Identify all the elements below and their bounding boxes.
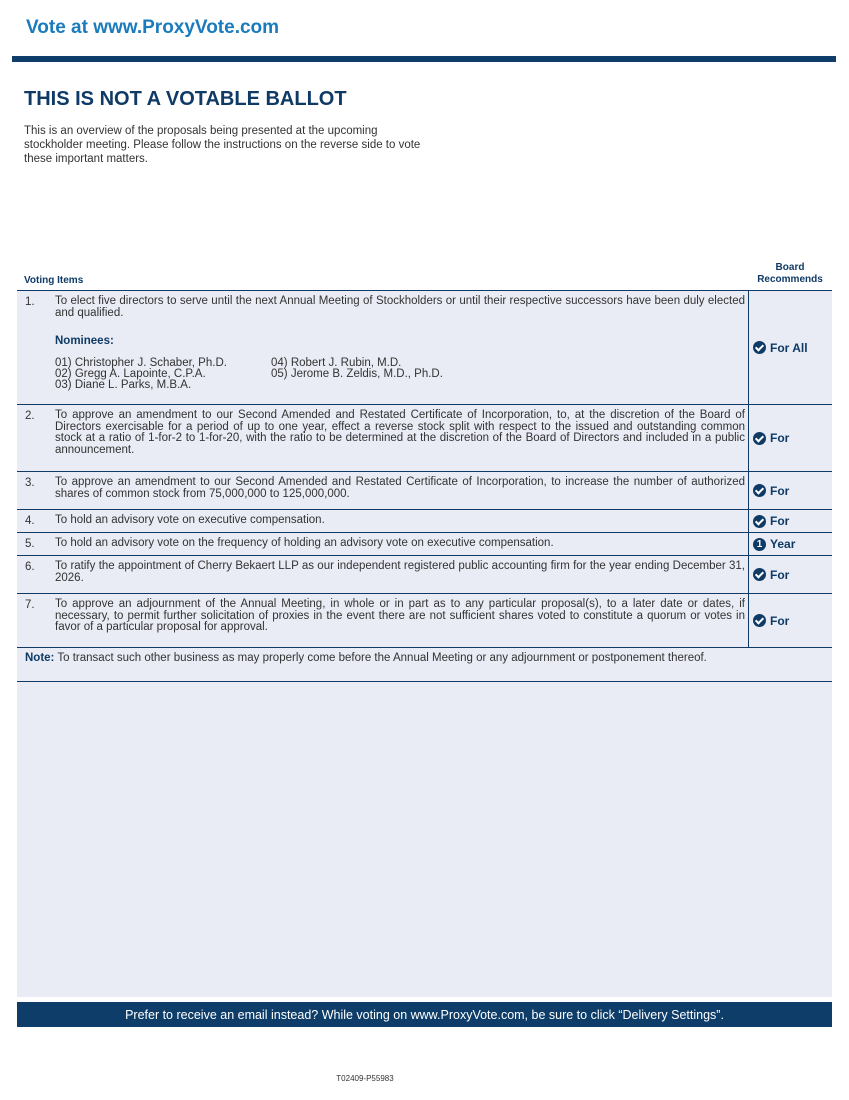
recommendation-label: For [770,514,790,528]
nominees-label: Nominees: [55,335,114,347]
note-text [25,653,743,665]
note-label: Note: [25,652,55,664]
proposal-text: To ratify the appointment of Cherry Bekaert LLP as our independent registered public accounting firm for the year ending December 31, 2026. [55,560,745,584]
board-recommendation [748,556,832,593]
recommendation-label: For [770,567,790,582]
board-recommends-line2: Recommends [757,274,823,285]
check-circle-icon [753,515,766,528]
check-circle-icon [753,568,766,581]
proposal-row-7 [17,593,832,647]
proposal-text: To approve an amendment to our Second Amended and Restated Certificate of Incorporation, to increase the number of authorized shares of common stock from 75,000,000 to 125,000,000. [55,476,745,500]
proxyvote-link[interactable]: Vote at www.ProxyVote.com [26,17,280,38]
proposal-number: 5. [25,538,35,550]
proposal-row-4 [17,509,832,532]
voting-items-header: Voting Items [24,275,84,286]
document-code: T02409-P55983 [336,1074,394,1083]
proposal-number: 3. [25,477,35,489]
nominee-item: 04) Robert J. Rubin, M.D. [271,357,402,369]
recommendation-label: For All [770,340,808,355]
nominee-item: 03) Diane L. Parks, M.B.A. [55,379,192,391]
proposal-row-1 [17,290,832,404]
proposal-number: 4. [25,515,35,527]
board-recommends-line1: Board [775,262,805,273]
board-recommendation [748,594,832,647]
check-circle-icon [753,484,766,497]
proposal-row-6 [17,555,832,593]
proposal-number: 2. [25,410,35,422]
proposal-number: 1. [25,296,35,308]
nominee-item: 02) Gregg A. Lapointe, C.P.A. [55,368,206,380]
proposal-text: To hold an advisory vote on the frequency of holding an advisory vote on executive compensation. [55,537,554,549]
note-body: To transact such other business as may properly come before the Annual Meeting or any adjournment or postponement thereof. [57,652,707,664]
check-circle-icon [753,432,766,445]
proposal-number: 6. [25,561,35,573]
page-title: THIS IS NOT A VOTABLE BALLOT [24,88,347,110]
nominee-item: 01) Christopher J. Schaber, Ph.D. [55,357,227,369]
proposal-text: To approve an adjournment of the Annual Meeting, in whole or in part as to any particular proposal(s), to a later date or dates, if necessary, to permit further solicitation of proxies in the event there are not sufficient shares voted to constitute a quorum or votes in favor of a particular proposal for approval. [55,598,745,633]
board-recommendation [748,472,832,509]
board-recommendation [748,405,832,471]
recommendation-label: Year [770,537,796,551]
proposal-text: To approve an amendment to our Second Amended and Restated Certificate of Incorporation, to, at the discretion of the Board of Directors exercisable for a period of up to one year, effect a reverse stock split with respect to the issued and outstanding common stock at a ratio of 1-for-2 to 1-for-20, with the ratio to be determined at the discretion of the Board of Directors and included in a public announcement. [55,409,745,456]
recommendation-label: For [770,483,790,498]
nominee-item: 05) Jerome B. Zeldis, M.D., Ph.D. [271,368,443,380]
check-circle-icon [753,614,766,627]
board-recommendation [748,533,832,555]
recommendation-label: For [770,431,790,445]
proposal-row-2 [17,404,832,471]
proposal-number: 7. [25,599,35,611]
number-circle-icon: 1 [753,538,766,551]
note-row [17,647,832,682]
proposal-text: To hold an advisory vote on executive compensation. [55,514,325,526]
recommendation-label: For [770,613,790,628]
intro-paragraph: This is an overview of the proposals being presented at the upcoming stockholder meeting. Please follow the instructions on the reverse side to vote these important matters. [24,125,421,165]
board-recommendation [748,291,832,404]
banner-text: Prefer to receive an email instead? While voting on www.ProxyVote.com, be sure to click “Delivery Settings”. [125,1007,724,1022]
board-recommendation [748,510,832,532]
proposal-text: To elect five directors to serve until the next Annual Meeting of Stockholders or until their respective successors have been duly elected and qualified. [55,295,745,319]
email-delivery-banner [17,1002,832,1027]
top-divider [12,56,836,62]
board-recommends-header [748,262,832,286]
check-circle-icon [753,341,766,354]
proposal-row-5 [17,532,832,555]
proposal-row-3 [17,471,832,509]
